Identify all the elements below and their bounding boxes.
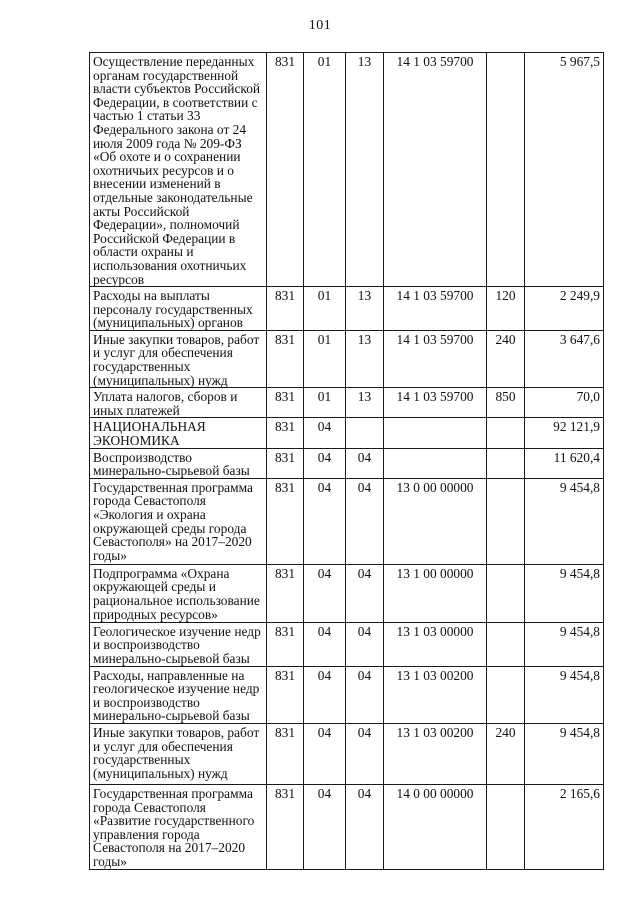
vr-cell bbox=[487, 784, 525, 869]
rz-cell: 04 bbox=[304, 784, 346, 869]
table-row bbox=[90, 723, 604, 784]
pr-cell: 13 bbox=[346, 388, 384, 418]
table-row bbox=[90, 330, 604, 387]
ved-cell: 831 bbox=[267, 666, 304, 723]
row-name-cell: Иные закупки товаров, работ и услуг для обеспечения государственных (муниципальных) нужд bbox=[90, 330, 267, 387]
csr-cell: 14 1 03 59700 bbox=[384, 388, 487, 418]
sum-cell: 5 967,5 bbox=[525, 53, 604, 287]
ved-cell: 831 bbox=[267, 330, 304, 387]
rz-cell: 04 bbox=[304, 723, 346, 784]
pr-cell: 13 bbox=[346, 53, 384, 287]
row-name-cell: Подпрограмма «Охрана окружающей среды и рациональное использование природных ресурсов» bbox=[90, 564, 267, 622]
row-name-cell: Государственная программа города Севастополя «Развитие государственного управления города Севастополя на 2017–2020 годы» bbox=[90, 784, 267, 869]
csr-cell: 14 1 03 59700 bbox=[384, 53, 487, 287]
rz-cell: 01 bbox=[304, 53, 346, 287]
sum-cell: 9 454,8 bbox=[525, 564, 604, 622]
csr-cell bbox=[384, 448, 487, 478]
rz-cell: 01 bbox=[304, 287, 346, 331]
vr-cell bbox=[487, 564, 525, 622]
rz-cell: 01 bbox=[304, 330, 346, 387]
table-row bbox=[90, 53, 604, 287]
ved-cell: 831 bbox=[267, 448, 304, 478]
sum-cell: 2 165,6 bbox=[525, 784, 604, 869]
ved-cell: 831 bbox=[267, 418, 304, 448]
csr-cell: 13 0 00 00000 bbox=[384, 478, 487, 564]
pr-cell: 04 bbox=[346, 723, 384, 784]
pr-cell: 04 bbox=[346, 666, 384, 723]
rz-cell: 04 bbox=[304, 478, 346, 564]
vr-cell bbox=[487, 622, 525, 666]
vr-cell: 120 bbox=[487, 287, 525, 331]
csr-cell: 13 1 00 00000 bbox=[384, 564, 487, 622]
pr-cell bbox=[346, 418, 384, 448]
ved-cell: 831 bbox=[267, 388, 304, 418]
row-name-cell: Расходы, направленные на геологическое изучение недр и воспроизводство минерально-сырьевой базы bbox=[90, 666, 267, 723]
csr-cell: 13 1 03 00000 bbox=[384, 622, 487, 666]
row-name-cell: Иные закупки товаров, работ и услуг для обеспечения государственных (муниципальных) нужд bbox=[90, 723, 267, 784]
pr-cell: 04 bbox=[346, 564, 384, 622]
sum-cell: 9 454,8 bbox=[525, 723, 604, 784]
row-name-cell: Государственная программа города Севастополя «Экология и охрана окружающей среды города Севастополя» на 2017–2020 годы» bbox=[90, 478, 267, 564]
ved-cell: 831 bbox=[267, 622, 304, 666]
csr-cell: 14 0 00 00000 bbox=[384, 784, 487, 869]
rz-cell: 04 bbox=[304, 448, 346, 478]
sum-cell: 11 620,4 bbox=[525, 448, 604, 478]
row-name-cell: Уплата налогов, сборов и иных платежей bbox=[90, 388, 267, 418]
rz-cell: 04 bbox=[304, 564, 346, 622]
vr-cell bbox=[487, 448, 525, 478]
pr-cell: 13 bbox=[346, 330, 384, 387]
table-row bbox=[90, 287, 604, 331]
table-row bbox=[90, 448, 604, 478]
pr-cell: 04 bbox=[346, 448, 384, 478]
pr-cell: 04 bbox=[346, 622, 384, 666]
rz-cell: 04 bbox=[304, 666, 346, 723]
sum-cell: 3 647,6 bbox=[525, 330, 604, 387]
table-row bbox=[90, 478, 604, 564]
page-number: 101 bbox=[308, 18, 332, 33]
csr-cell: 14 1 03 59700 bbox=[384, 287, 487, 331]
table-row bbox=[90, 666, 604, 723]
ved-cell: 831 bbox=[267, 723, 304, 784]
ved-cell: 831 bbox=[267, 564, 304, 622]
ved-cell: 831 bbox=[267, 53, 304, 287]
vr-cell: 240 bbox=[487, 723, 525, 784]
row-name-cell: НАЦИОНАЛЬНАЯ ЭКОНОМИКА bbox=[90, 418, 267, 448]
csr-cell: 13 1 03 00200 bbox=[384, 723, 487, 784]
rz-cell: 01 bbox=[304, 388, 346, 418]
table-row bbox=[90, 622, 604, 666]
vr-cell bbox=[487, 478, 525, 564]
pr-cell: 13 bbox=[346, 287, 384, 331]
vr-cell bbox=[487, 666, 525, 723]
row-name-cell: Воспроизводство минерально-сырьевой базы bbox=[90, 448, 267, 478]
rz-cell: 04 bbox=[304, 622, 346, 666]
sum-cell: 70,0 bbox=[525, 388, 604, 418]
table-row bbox=[90, 388, 604, 418]
ved-cell: 831 bbox=[267, 478, 304, 564]
sum-cell: 92 121,9 bbox=[525, 418, 604, 448]
vr-cell bbox=[487, 53, 525, 287]
row-name-cell: Осуществление переданных органам государственной власти субъектов Российской Федерации, в соответствии с частью 1 статьи 33 Федерального закона от 24 июля 2009 года № 209-ФЗ «Об охоте и о сохранении охотничьих ресурсов и о внесении изменений в отдельные законодательные акты Российской Федерации», полномочий Российской Федерации в области охраны и использования охотничьих ресурсов bbox=[90, 53, 267, 287]
table-row bbox=[90, 784, 604, 869]
table-row bbox=[90, 418, 604, 448]
row-name-cell: Геологическое изучение недр и воспроизводство минерально-сырьевой базы bbox=[90, 622, 267, 666]
sum-cell: 9 454,8 bbox=[525, 478, 604, 564]
sum-cell: 9 454,8 bbox=[525, 622, 604, 666]
pr-cell: 04 bbox=[346, 478, 384, 564]
sum-cell: 9 454,8 bbox=[525, 666, 604, 723]
budget-table bbox=[89, 52, 604, 870]
pr-cell: 04 bbox=[346, 784, 384, 869]
csr-cell bbox=[384, 418, 487, 448]
row-name-cell: Расходы на выплаты персоналу государственных (муниципальных) органов bbox=[90, 287, 267, 331]
rz-cell: 04 bbox=[304, 418, 346, 448]
vr-cell bbox=[487, 418, 525, 448]
table-row bbox=[90, 564, 604, 622]
vr-cell: 850 bbox=[487, 388, 525, 418]
ved-cell: 831 bbox=[267, 784, 304, 869]
sum-cell: 2 249,9 bbox=[525, 287, 604, 331]
csr-cell: 14 1 03 59700 bbox=[384, 330, 487, 387]
vr-cell: 240 bbox=[487, 330, 525, 387]
csr-cell: 13 1 03 00200 bbox=[384, 666, 487, 723]
ved-cell: 831 bbox=[267, 287, 304, 331]
